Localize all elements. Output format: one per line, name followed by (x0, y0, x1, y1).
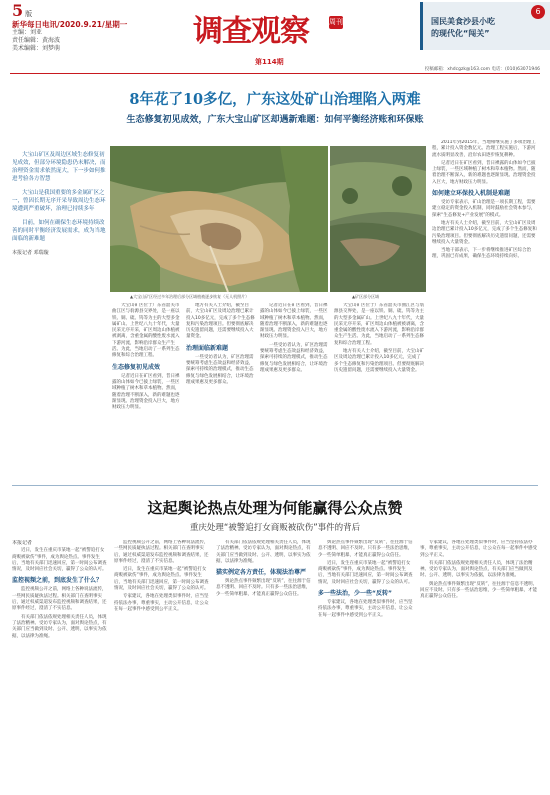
editor-line: 主编：刘亚 (12, 29, 43, 36)
article-subhead: 治理面临新难题 (186, 344, 229, 352)
article1-lead (12, 151, 108, 257)
weekly-badge: 周刊 (329, 16, 343, 29)
page-suffix: 版 (25, 10, 33, 18)
mine-aerial-illustration (110, 146, 328, 292)
article-paragraph: 记者近日在矿区看到，昔日裸露的山体如今已披上绿装，一些区域种植了树木和草本植物。然而，随着治理不断深入，新的难题也逐渐显现。治理资金投入巨大，地方财政压力明显。 (260, 303, 328, 340)
article-paragraph: 舆论热点事件频繁出现“反转”，往往源于信息不透明、回应不及时。只有多一些法治思维，少一些简单粗暴，才能真正赢得公众信任。 (318, 540, 413, 558)
article2-column (12, 540, 108, 785)
mine-aerial-photo (110, 146, 328, 292)
article2-subheadline: 重庆处理“被警追打女商贩被砍伤”事件的背后 (189, 523, 361, 533)
article2-column (318, 540, 414, 785)
header-rule (10, 73, 540, 74)
article-paragraph: 大宝山矿区位于广东省韶关市曲江区与翁源县交界处，是一座以铁、铜、硫、钨等为主的大型多金属矿山。上世纪八九十年代，大量民采无序开采，矿区周边山体植被被剥离，含重金属的酸性废水流入下游河流，影响沿岸群众生产生活。为此，当地启动了一系列生态修复和综合治理工程。 (334, 303, 424, 346)
lead-paragraph: 目前，如何在确保生态环境持续改善的同时平衡经济发展需求，成为当地面临的新难题 (12, 220, 106, 242)
article1-headline: 8年花了10多亿，广东这处矿山治理陷入两难 (129, 91, 421, 108)
article-paragraph: 一些受访者认为，矿区治理需要统筹考虑生态效益和经济效益，探索可持续的治理模式，推动生态修复与绿色发展相结合，让环境治理成果惠及更多群众。 (260, 342, 328, 373)
article-paragraph: 监控视频公开之前，网络上各种说法流传，一些网民质疑执法过程。相关部门在查明事实后，通过权威渠道发布监控视频和调查结果，还原事件经过，澄清了不实信息。 (114, 540, 209, 564)
photo-caption: ▲矿区部分区域 (352, 294, 380, 299)
article-paragraph: 专家建议，各地在处理类似事件时，应当坚持依法办事，尊重事实，主动公开信息，让公众在每一起事件中感受到公平正义。 (420, 540, 537, 558)
article-paragraph: 舆论热点事件频繁出现“反转”，往往源于信息不透明、回应不及时。只有多一些法治思维，少一些简单粗暴，才能真正赢得公众信任。 (216, 579, 311, 597)
page-number: 5 (12, 1, 24, 20)
article-paragraph: 近日，发生在重庆市某地一起“被警追打女商贩被砍伤”事件，成为舆论热点。事件发生后，当地有关部门迅速回应，第一时间公布调查情况，及时回应社会关切，赢得了公众的认可。 (318, 560, 413, 585)
article-paragraph: 2011年到2015年，当地相继实施了多项治理工程，累计投入资金数亿元。治理工程实施后，下游河流水质明显改善，沿岸农田逐步恢复耕种。 (432, 140, 536, 158)
article-paragraph: 当地干部表示，下一步将继续推进矿区综合治理，巩固已有成果，确保生态环境持续向好。 (432, 248, 531, 260)
article-paragraph: 地方有关人士介绍，截至目前，大宝山矿区及周边治理已累计投入10多亿元，完成了多个生态修复和污染治理项目。但要彻底解决历史遗留问题，还需要继续投入大量资金。 (432, 220, 537, 245)
article-paragraph: 受访专家表示，矿山治理是一项长期工程，需要建立稳定的资金投入机制，同时鼓励社会资本参与，探索“生态修复+产业发展”的模式。 (432, 200, 536, 218)
article2-column (420, 540, 538, 785)
article-paragraph: 有关部门依法依规处理相关责任人员，体现了法治精神。受访专家认为，面对舆论热点，有关部门应当做到及时、公开、透明，以事实为依据，以法律为准绳。 (216, 540, 311, 564)
article-paragraph: 近日，发生在重庆市某地一起“被警追打女商贩被砍伤”事件，成为舆论热点。事件发生后，当地有关部门迅速回应，第一时间公布调查情况，及时回应社会关切，赢得了公众的认可。 (12, 548, 107, 573)
article-paragraph: 有关部门依法依规处理相关责任人员，体现了法治精神。受访专家认为，面对舆论热点，有关部门应当做到及时、公开、透明，以事实为依据，以法律为准绳。 (420, 560, 533, 579)
promo-page-number: 6 (531, 5, 545, 19)
article1-column (334, 303, 424, 481)
article-subhead: 生态修复初见成效 (112, 363, 161, 371)
article-paragraph: 专家建议，各地在处理类似事件时，应当坚持依法办事，尊重事实，主动公开信息，让公众在每一起事件中感受到公平正义。 (114, 594, 209, 612)
mine-detail-photo (330, 146, 426, 292)
article-subhead: 猫实例定各方责任，体现法治尊严 (216, 569, 307, 577)
article-paragraph: 舆论热点事件频繁出现“反转”，往往源于信息不透明、回应不及时。只有多一些法治思维，少一些简单粗暴，才能真正赢得公众信任。 (420, 581, 538, 600)
article1-byline: 本报记者 邓瑞璇 (12, 250, 49, 256)
article1-column (186, 303, 256, 481)
editor-line: 责任编辑：黄海波 (12, 37, 61, 44)
promo-line1: 国民美食沙县小吃 (431, 17, 495, 26)
article-subhead: 如何建立环保投入机制是难题 (432, 190, 511, 198)
editor-line: 美术编辑：刘梦萌 (12, 45, 61, 52)
article-paragraph: 有关部门依法依规处理相关责任人员，体现了法治精神。受访专家认为，面对舆论热点，有关部门应当做到及时、公开、透明，以事实为依据，以法律为准绳。 (12, 614, 107, 639)
article2-byline: 本报记者 (12, 540, 33, 546)
masthead (193, 12, 343, 52)
article-subhead: 监控视频之前，到底发生了什么？ (12, 577, 103, 585)
article-paragraph: 一些受访者认为，矿区治理需要统筹考虑生态效益和经济效益，探索可持续的治理模式，推动生态修复与绿色发展相结合，让环境治理成果惠及更多群众。 (186, 354, 254, 385)
article2-headline: 这起舆论热点处理为何能赢得公众点赞 (147, 499, 403, 517)
article2-column (114, 540, 210, 785)
paper-date: 新华每日电讯/2020.9.21/星期一 (12, 20, 128, 29)
article-paragraph: 地方有关人士介绍，截至目前，大宝山矿区及周边治理已累计投入10多亿元，完成了多个生态修复和污染治理项目。但要彻底解决历史遗留问题，还需要继续投入大量资金。 (186, 303, 255, 340)
article-paragraph: 大宝山矿区位于广东省韶关市曲江区与翁源县交界处，是一座以铁、铜、硫、钨等为主的大型多金属矿山。上世纪八九十年代，大量民采无序开采，矿区周边山体植被被剥离，含重金属的酸性废水流入下游河流，影响沿岸群众生产生活。为此，当地启动了一系列生态修复和综合治理工程。 (112, 303, 180, 359)
article1-column (260, 303, 330, 481)
page-header-info (12, 1, 142, 53)
issue-number: 第114期 (255, 58, 284, 66)
article2-column (216, 540, 312, 785)
promo-line2: 的现代化“闯关” (431, 29, 490, 38)
article-paragraph: 专家建议，各地在处理类似事件时，应当坚持依法办事，尊重事实，主动公开信息，让公众在每一起事件中感受到公平正义。 (318, 600, 413, 618)
article-paragraph: 地方有关人士介绍，截至目前，大宝山矿区及周边治理已累计投入10多亿元，完成了多个生态修复和污染治理项目。但要彻底解决历史遗留问题，还需要继续投入大量资金。 (334, 349, 424, 373)
article1-right-column (432, 140, 538, 480)
section-divider (12, 485, 538, 486)
lead-paragraph: 大宝山矿区及周边区域生态修复初见成效，但部分环境隐患仍未解决，而治理资金需求依然庞大，下一步如何推进考验各方智慧 (12, 152, 106, 182)
contact-line: 投稿邮箱：xhdcgzk@163.com 电话：(010)63071946 (424, 67, 540, 72)
masthead-title: 调查观察 (193, 14, 309, 49)
mine-detail-illustration (330, 146, 426, 292)
article-paragraph: 记者近日在矿区看到，昔日裸露的山体如今已披上绿装，一些区域种植了树木和草本植物。然而，随着治理不断深入，新的难题也逐渐显现。治理资金投入巨大，地方财政压力明显。 (112, 373, 180, 411)
article1-column (112, 303, 182, 481)
article-paragraph: 记者近日在矿区看到，昔日裸露的山体如今已披上绿装，一些区域种植了树木和草本植物。然而，随着治理不断深入，新的难题也逐渐显现。治理资金投入巨大，地方财政压力明显。 (432, 160, 536, 185)
article-paragraph: 近日，发生在重庆市某地一起“被警追打女商贩被砍伤”事件，成为舆论热点。事件发生后，当地有关部门迅速回应，第一时间公布调查情况，及时回应社会关切，赢得了公众的认可。 (114, 567, 209, 592)
photo-caption: ▲大宝山矿区经过多年治理后部分区域植被逐步恢复（无人机照片） (130, 294, 250, 299)
promo-box[interactable] (420, 2, 550, 50)
article-paragraph: 监控视频公开之前，网络上各种说法流传，一些网民质疑执法过程。相关部门在查明事实后，通过权威渠道发布监控视频和调查结果，还原事件经过，澄清了不实信息。 (12, 587, 107, 612)
article1-subheadline: 生态修复初见成效，广东大宝山矿区却遇新难题：如何平衡经济账和环保账 (126, 115, 424, 125)
article-subhead: 多一些法治，少一些“反转” (318, 590, 392, 598)
lead-paragraph: 大宝山是我国重要的多金属矿区之一，曾因长期无序开采导致周边生态环境遭到严重破坏，治理已持续多年 (12, 190, 106, 212)
